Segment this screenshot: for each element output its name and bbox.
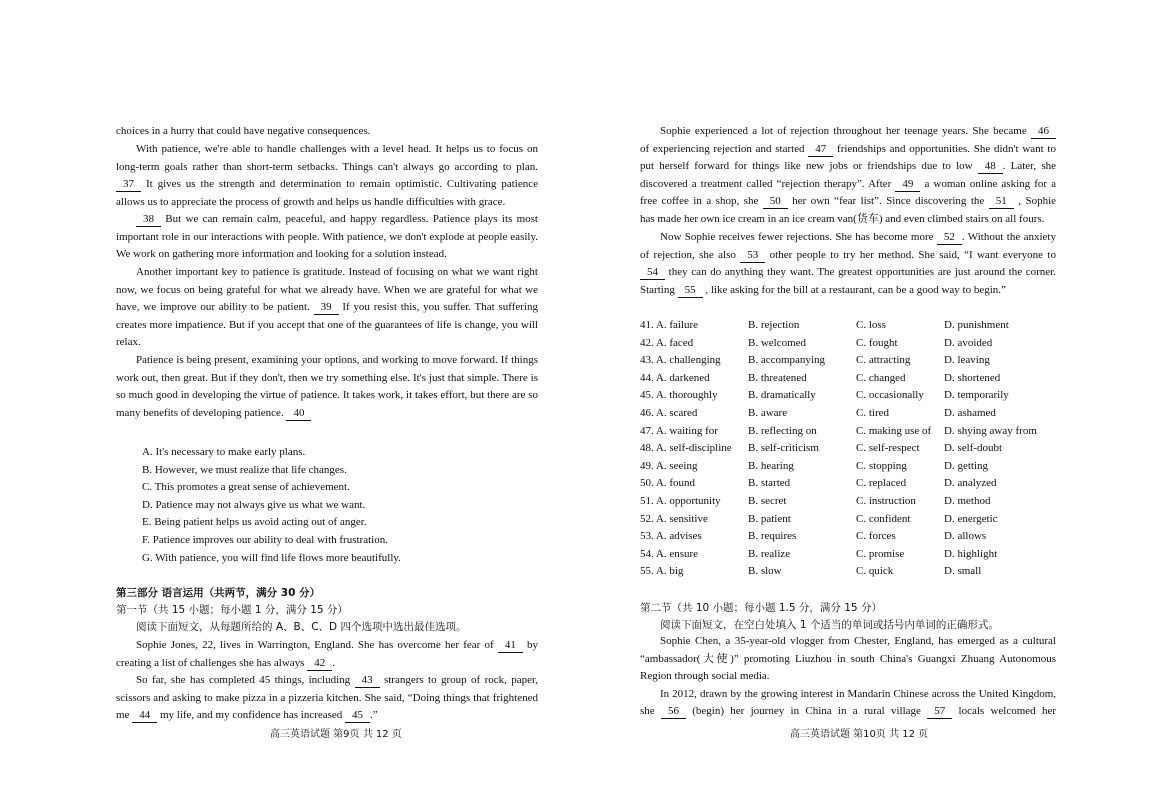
choice-d: D. highlight — [944, 547, 998, 560]
choice-a: 50. A. found — [640, 477, 695, 490]
choice-c: C. promise — [856, 547, 905, 560]
text-line: has made her own ice cream in an ice cream van(货车) and even climbed stairs on all fours. — [640, 212, 1045, 225]
cloze-passage-start — [116, 637, 538, 725]
blank-56[interactable]: 56 — [661, 705, 686, 719]
choice-row — [640, 511, 1058, 529]
blank-46[interactable]: 46 — [1031, 125, 1056, 139]
option-a: A. It's necessary to make early plans. — [142, 446, 306, 458]
choice-b: B. slow — [748, 565, 782, 578]
choice-row — [640, 352, 1058, 370]
choice-a: 46. A. scared — [640, 406, 698, 419]
blank-39[interactable]: 39 — [314, 301, 339, 315]
choice-row — [640, 458, 1058, 476]
text-line: We work on gathering more information and looking for a solution instead. — [116, 248, 447, 261]
choice-d: D. shying away from — [944, 424, 1037, 437]
choice-d: D. punishment — [944, 319, 1009, 331]
choice-a: 52. A. sensitive — [640, 512, 708, 525]
passage-paragraph-5 — [116, 352, 538, 422]
blank-40[interactable]: 40 — [286, 407, 311, 421]
page-footer-left: 高三英语试题 第9页 共 12 页 — [270, 729, 402, 740]
text-line: 38 But we can remain calm, peaceful, and happy regardless. Patience plays its most — [116, 211, 538, 229]
choice-c: C. quick — [856, 565, 894, 578]
blank-52[interactable]: 52 — [937, 231, 962, 245]
choice-d: D. analyzed — [944, 477, 997, 490]
choice-a: 42. A. faced — [640, 336, 694, 349]
choice-d: D. ashamed — [944, 406, 996, 419]
choice-row — [640, 370, 1058, 388]
choice-d: D. method — [944, 494, 991, 507]
text-line: Region through social media. — [640, 670, 770, 683]
choice-row — [640, 387, 1058, 405]
choice-b: B. rejection — [748, 319, 800, 331]
choice-b: B. started — [748, 477, 791, 490]
text-line: many benefits of developing patience. 40 — [116, 405, 538, 423]
choice-c: C. instruction — [856, 494, 916, 507]
text-line: “ambassador(大使)” promoting Liuzhou in south China's Guangxi Zhuang Autonomous — [640, 652, 1056, 665]
choice-c: C. changed — [856, 371, 906, 384]
passage-paragraph-2 — [116, 141, 538, 211]
choice-row — [640, 440, 1058, 458]
passage-paragraph-1 — [116, 123, 538, 141]
choice-c: C. stopping — [856, 459, 907, 472]
blank-55[interactable]: 55 — [678, 284, 703, 298]
text-line: With patience, we're able to handle challenges with a level head. It helps us to focus on — [136, 143, 538, 155]
cloze-choices-table — [640, 317, 1058, 581]
cloze-paragraph-2 — [640, 229, 1056, 299]
text-line: allows us to appreciate the process of growth and helps us handle difficulties with grace. — [116, 195, 506, 208]
blank-57[interactable]: 57 — [927, 705, 952, 719]
cloze-passage-continued — [640, 123, 1056, 229]
text-line: So far, she has completed 45 things, including 43 strangers to group of rock, paper, — [136, 674, 538, 687]
text-line: scissors and asking to make pizza in a pizzeria kitchen. She said, “Doing things that frightened — [116, 691, 538, 704]
choice-a: 47. A. waiting for — [640, 424, 718, 437]
blank-48[interactable]: 48 — [978, 160, 1003, 174]
choice-a: 51. A. opportunity — [640, 494, 721, 507]
option-e: E. Being patient helps us avoid acting out of anger. — [142, 516, 367, 529]
text-line: 37 It gives us the strength and determination to remain optimistic. Cultivating patience — [116, 176, 538, 194]
section2-instruction: 阅读下面短文，在空白处填入 1 个适当的单词或括号内单词的正确形式。 — [660, 619, 999, 631]
passage-paragraph-4 — [116, 264, 538, 352]
text-line: have, we improve our ability to be patient. 39 If you resist this, you suffer. That suffering — [116, 301, 538, 314]
choice-c: C. making use of — [856, 424, 932, 437]
choice-c: C. forces — [856, 530, 896, 543]
text-line: long-term goals rather than short-term setbacks. Things can't always go according to plan. — [116, 160, 538, 173]
blank-43[interactable]: 43 — [355, 674, 380, 688]
choice-row — [640, 335, 1058, 353]
text-line: In 2012, drawn by the growing interest in Mandarin Chinese across the United Kingdom, — [660, 687, 1056, 700]
choice-a: 55. A. big — [640, 565, 684, 578]
choice-b: B. self-criticism — [748, 442, 819, 455]
option-b: B. However, we must realize that life changes. — [142, 463, 347, 476]
choice-b: B. realize — [748, 547, 791, 560]
choice-row — [640, 493, 1058, 511]
blank-38[interactable]: 38 — [136, 213, 161, 227]
blank-49[interactable]: 49 — [895, 178, 920, 192]
choice-b: B. welcomed — [748, 336, 807, 349]
choice-a: 53. A. advises — [640, 530, 702, 543]
choice-b: B. requires — [748, 530, 797, 543]
choice-d: D. avoided — [944, 336, 993, 349]
choice-row — [640, 317, 1058, 335]
text-line: me 44 my life, and my confidence has increased 45 .” — [116, 709, 378, 722]
choice-a: 48. A. self-discipline — [640, 442, 732, 455]
text-line: work out, then great. But if they don't, then we try something else. It's just that simple. There is — [116, 371, 538, 384]
choice-c: C. attracting — [856, 354, 911, 367]
text-line: now, we focus on being grateful for what we already have. When we are grateful for what we — [116, 283, 538, 296]
choice-b: B. reflecting on — [748, 424, 817, 437]
text-line: discovered a treatment called “rejection therapy”. After 49 a woman online asking for a — [640, 177, 1056, 190]
choice-c: C. confident — [856, 512, 911, 525]
choice-d: D. temporarily — [944, 389, 1009, 402]
text-line: choices in a hurry that could have negative consequences. — [116, 125, 371, 137]
choice-b: B. secret — [748, 494, 787, 507]
choice-d: D. leaving — [944, 354, 990, 367]
text-line: important role in our interactions with people. With patience, we don't explode at people easily. — [116, 230, 538, 243]
text-line: Another important key to patience is gratitude. Instead of focusing on what we want right — [136, 266, 538, 278]
blank-53[interactable]: 53 — [740, 249, 765, 263]
part3-heading: 第三部分 语言运用（共两节，满分 30 分） — [116, 587, 321, 599]
blank-44[interactable]: 44 — [132, 709, 157, 723]
blank-45[interactable]: 45 — [345, 709, 370, 723]
option-d: D. Patience may not always give us what we want. — [142, 498, 366, 511]
choice-a: 41. A. failure — [640, 319, 699, 331]
section1-heading: 第一节（共 15 小题；每小题 1 分，满分 15 分） — [116, 604, 348, 616]
option-g: G. With patience, you will find life flows more beautifully. — [142, 551, 401, 564]
text-line: Patience is being present, examining your options, and working to move forward. If things — [136, 354, 538, 366]
blank-54[interactable]: 54 — [640, 266, 665, 280]
choice-b: B. threatened — [748, 371, 807, 384]
choice-d: D. self-doubt — [944, 442, 1003, 455]
text-line: creating a list of challenges she has always 42 . — [116, 656, 335, 669]
choice-b: B. patient — [748, 512, 791, 525]
passage-paragraph-3 — [116, 211, 538, 264]
choice-d: D. small — [944, 565, 982, 578]
section1-instruction: 阅读下面短文，从每题所给的 A、B、C、D 四个选项中选出最佳选项。 — [136, 621, 467, 633]
blank-37[interactable]: 37 — [116, 178, 141, 192]
choice-row — [640, 546, 1058, 564]
section2-heading: 第二节（共 10 小题；每小题 1.5 分，满分 15 分） — [640, 602, 882, 614]
text-line: of experiencing rejection and started 47 friendships and opportunities. She didn't want to — [640, 142, 1056, 155]
text-line: creates more impatience. But if you accept that one of the guarantees of life is change, you will — [116, 318, 538, 331]
choice-c: C. occasionally — [856, 389, 924, 402]
blank-41[interactable]: 41 — [498, 639, 523, 653]
choice-c: C. self-respect — [856, 442, 920, 455]
choice-a: 43. A. challenging — [640, 354, 721, 367]
text-line: so much good in developing the virtue of patience. It takes work, it takes effort, but there are so — [116, 389, 538, 402]
text-line: 54 they can do anything they want. The greatest opportunities are just around the corner. — [640, 264, 1056, 282]
text-line: put herself forward for things like new jobs or friendships due to low 48 . Later, she — [640, 160, 1056, 173]
choice-d: D. energetic — [944, 512, 998, 525]
text-line: Sophie experienced a lot of rejection throughout her teenage years. She became 46 — [640, 123, 1056, 141]
choice-d: D. allows — [944, 530, 987, 543]
choice-d: D. getting — [944, 459, 988, 472]
choice-b: B. hearing — [748, 459, 794, 472]
choice-row — [640, 528, 1058, 546]
blank-50[interactable]: 50 — [763, 195, 788, 209]
text-line: Sophie Chen, a 35-year-old vlogger from Chester, England, has emerged as a cultural — [660, 635, 1056, 647]
text-line: Starting 55 , like asking for the bill at a restaurant, can be a good way to begin.” — [640, 283, 1006, 296]
choice-c: C. replaced — [856, 477, 907, 490]
text-line: Sophie Jones, 22, lives in Warrington, England. She has overcome her fear of 41 by — [136, 639, 538, 651]
page-footer-right: 高三英语试题 第10页 共 12 页 — [790, 729, 929, 740]
option-c: C. This promotes a great sense of achievement. — [142, 481, 350, 494]
choice-a: 54. A. ensure — [640, 547, 699, 560]
choice-c: C. fought — [856, 336, 898, 349]
blank-47[interactable]: 47 — [808, 143, 833, 157]
choice-b: B. dramatically — [748, 389, 816, 402]
choice-c: C. tired — [856, 406, 889, 419]
choice-c: C. loss — [856, 319, 886, 331]
choice-row — [640, 475, 1058, 493]
text-line: Now Sophie receives fewer rejections. She has become more 52 . Without the anxiety — [660, 231, 1056, 243]
choice-row — [640, 405, 1058, 423]
blank-42[interactable]: 42 — [307, 657, 332, 671]
choice-row — [640, 423, 1058, 441]
choice-d: D. shortened — [944, 371, 1001, 384]
choice-a: 49. A. seeing — [640, 459, 698, 472]
option-f: F. Patience improves our ability to deal with frustration. — [142, 533, 388, 546]
text-line: she 56 (begin) her journey in China in a rural village 57 locals welcomed her — [640, 705, 1056, 718]
choice-row — [640, 563, 1058, 581]
sentence-options — [142, 444, 401, 567]
choice-a: 44. A. darkened — [640, 371, 710, 384]
blank-51[interactable]: 51 — [989, 195, 1014, 209]
text-line: free coffee in a shop, she 50 her own “fear list”. Since discovering the 51 , Sophie — [640, 195, 1057, 208]
grammar-passage — [640, 633, 1056, 721]
choice-b: B. accompanying — [748, 354, 825, 367]
text-line: of rejection, she also 53 other people to try her method. She said, “I want everyone to — [640, 248, 1056, 261]
text-line: relax. — [116, 336, 141, 349]
choice-b: B. aware — [748, 406, 788, 419]
choice-a: 45. A. thoroughly — [640, 389, 718, 402]
